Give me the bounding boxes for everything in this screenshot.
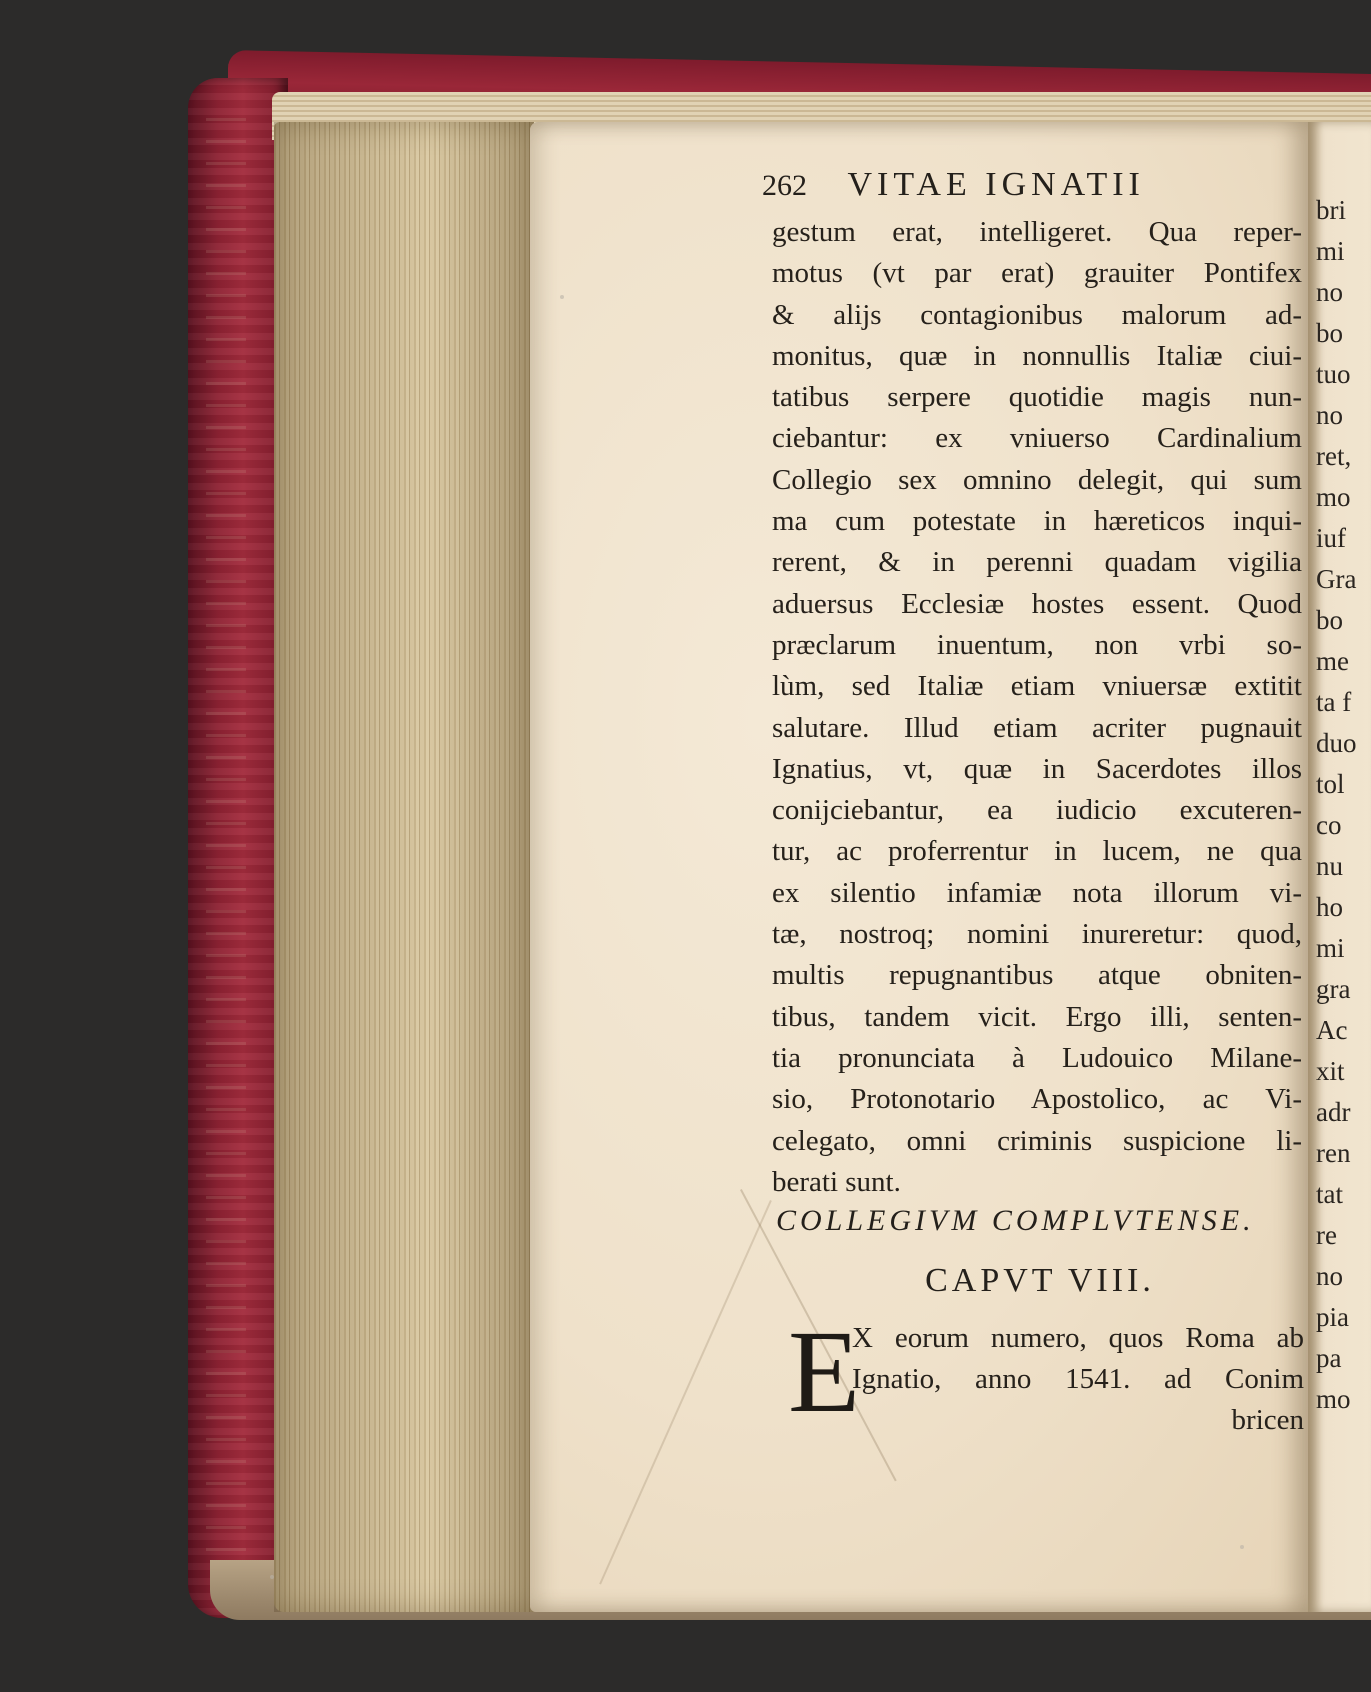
text-fragment: duo xyxy=(1316,728,1357,758)
text-fragment: xit xyxy=(1316,1056,1345,1086)
running-head xyxy=(762,166,1272,206)
text-fragment: co xyxy=(1316,810,1342,840)
dust-speck xyxy=(1240,1545,1244,1549)
text-fragment: me xyxy=(1316,646,1349,676)
text-fragment: bri xyxy=(1316,195,1346,225)
text-fragment: adr xyxy=(1316,1097,1351,1127)
text-fragment: pia xyxy=(1316,1302,1349,1332)
text-fragment: tuo xyxy=(1316,359,1351,389)
text-line: tur, ac proferrentur in lucem, ne qua xyxy=(772,835,1302,868)
text-fragment: mi xyxy=(1316,236,1345,266)
body-text xyxy=(772,212,1302,1203)
text-line: & alijs contagionibus malorum ad- xyxy=(772,298,1302,331)
text-fragment: mi xyxy=(1316,933,1345,963)
text-line: aduersus Ecclesiæ hostes essent. Quod xyxy=(772,587,1302,620)
text-fragment: Gra xyxy=(1316,564,1357,594)
page-number: 262 xyxy=(762,169,807,202)
text-line: tatibus serpere quotidie magis nun- xyxy=(772,381,1302,414)
text-fragment: re xyxy=(1316,1220,1337,1250)
text-fragment: mo xyxy=(1316,482,1351,512)
text-line: monitus, quæ in nonnullis Italiæ ciui- xyxy=(772,339,1302,372)
text-fragment: pa xyxy=(1316,1343,1342,1373)
text-line: berati sunt. xyxy=(772,1165,901,1198)
text-fragment: ret, xyxy=(1316,441,1352,471)
text-line: Ignatio, anno 1541. ad Conim xyxy=(852,1363,1304,1395)
text-line: sio, Protonotario Apostolico, ac Vi- xyxy=(772,1083,1302,1116)
text-line: ex silentio infamiæ nota illorum vi- xyxy=(772,876,1302,909)
text-line: multis repugnantibus atque obniten- xyxy=(772,959,1302,992)
text-line: Ignatius, vt, quæ in Sacerdotes illos xyxy=(772,752,1302,785)
chapter-heading: CAPVT VIII. xyxy=(925,1262,1155,1299)
text-fragment: no xyxy=(1316,277,1343,307)
right-page-edge xyxy=(1308,122,1371,1612)
drop-cap: E xyxy=(788,1306,861,1437)
section-heading: COLLEGIVM COMPLVTENSE. xyxy=(776,1204,1255,1237)
dust-speck xyxy=(270,1575,274,1579)
text-fragment: no xyxy=(1316,400,1343,430)
text-line: gestum erat, intelligeret. Qua reper- xyxy=(772,216,1302,248)
text-fragment: tat xyxy=(1316,1179,1343,1209)
text-line: tia pronunciata à Ludouico Milane- xyxy=(772,1041,1302,1074)
text-line: præclarum inuentum, non vrbi so- xyxy=(772,628,1302,661)
page-fore-edge-stack xyxy=(274,122,534,1612)
text-line: conijciebantur, ea iudicio excuteren- xyxy=(772,794,1302,827)
text-fragment: bo xyxy=(1316,318,1343,348)
text-line: Collegio sex omnino delegit, qui sum xyxy=(772,463,1302,496)
text-line: ciebantur: ex vniuerso Cardinalium xyxy=(772,422,1302,455)
text-line: lùm, sed Italiæ etiam vniuersæ extitit xyxy=(772,670,1302,703)
text-line: tibus, tandem vicit. Ergo illi, senten- xyxy=(772,1000,1302,1033)
text-line: motus (vt par erat) grauiter Pontifex xyxy=(772,257,1302,290)
text-line: bricen xyxy=(1231,1404,1304,1436)
right-page-text-fragments xyxy=(1316,190,1357,1420)
text-fragment: tol xyxy=(1316,769,1345,799)
book-spine xyxy=(188,78,288,1618)
text-fragment: nu xyxy=(1316,851,1343,881)
text-line: celegato, omni criminis suspicione li- xyxy=(772,1124,1302,1157)
chapter-opening-text xyxy=(852,1318,1304,1441)
text-fragment: bo xyxy=(1316,605,1343,635)
text-fragment: gra xyxy=(1316,974,1351,1004)
text-fragment: ho xyxy=(1316,892,1343,922)
text-fragment: ta f xyxy=(1316,687,1352,717)
text-fragment: iuf xyxy=(1316,523,1346,553)
text-fragment: ren xyxy=(1316,1138,1351,1168)
text-line: rerent, & in perenni quadam vigilia xyxy=(772,546,1302,579)
dust-speck xyxy=(560,295,564,299)
text-fragment: mo xyxy=(1316,1384,1351,1414)
text-line: ma cum potestate in hæreticos inqui- xyxy=(772,505,1302,538)
text-line: salutare. Illud etiam acriter pugnauit xyxy=(772,711,1302,744)
text-fragment: no xyxy=(1316,1261,1343,1291)
text-line: X eorum numero, quos Roma ab xyxy=(852,1322,1304,1354)
text-line: tæ, nostroq; nomini inureretur: quod, xyxy=(772,918,1302,951)
running-title: VITAE IGNATII xyxy=(847,166,1145,203)
text-fragment: Ac xyxy=(1316,1015,1348,1045)
